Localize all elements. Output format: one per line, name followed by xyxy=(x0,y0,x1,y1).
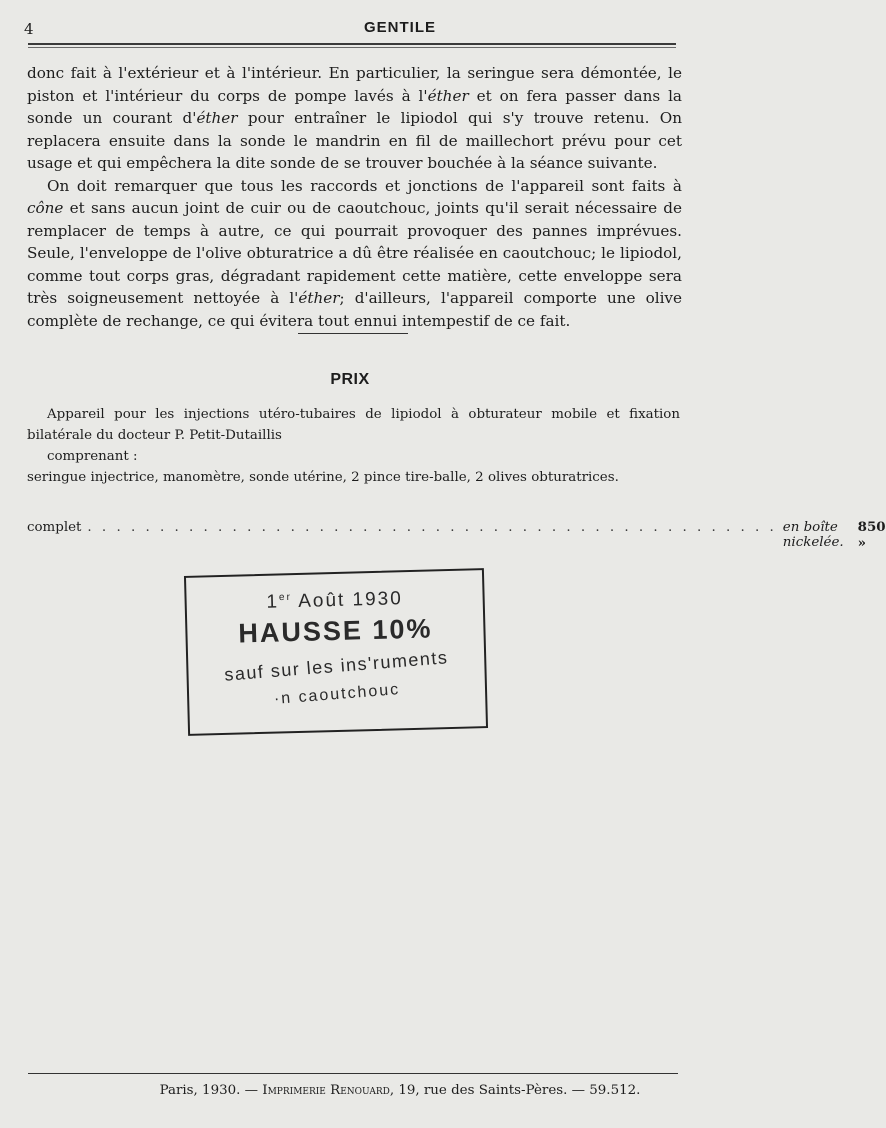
italic-term: éther xyxy=(196,109,238,127)
dot-leaders: . . . . . . . . . . . . . . . . . . . . . . . . . . . . . . . . . . . . . . . . . . . . . . . . xyxy=(87,520,777,535)
paragraph-joints xyxy=(27,175,682,333)
text-run: On doit remarquer que tous les raccords et jonctions de l'appareil sont faits à xyxy=(47,176,682,195)
body-text xyxy=(27,62,682,332)
product-components: seringue injectrice, manomètre, sonde utérine, 2 pince tire-balle, 2 olives obturatrices. xyxy=(27,470,619,485)
printer-name: Imprimerie Renouard xyxy=(262,1083,390,1098)
paragraph-cleaning xyxy=(27,62,682,175)
italic-term: éther xyxy=(298,289,340,307)
product-description: Appareil pour les injections utéro-tubaires de lipiodol à obturateur mobile et fixation bilatérale du docteur P. Petit-Dutaillis xyxy=(27,407,680,443)
price-finish: en boîte nickelée. xyxy=(782,520,844,550)
text-run: pour entraîner le lipiodol qui s'y trouve retenu. On replacera ensuite dans la sonde le mandrin en fil de maillechort prévu pour cet usage et qui empêchera la dite sonde de se trouver bouchée à la séance suivante. xyxy=(27,109,682,172)
stamp-exception-line: sauf sur les ins'ruments xyxy=(223,647,450,685)
header-rule-thin xyxy=(28,47,676,48)
section-title-prix: PRIX xyxy=(330,371,370,388)
italic-term: éther xyxy=(427,86,469,105)
header-rule xyxy=(28,43,676,45)
price-label: complet xyxy=(27,520,82,535)
price-increase-stamp xyxy=(184,568,488,736)
text-run: ; d'ailleurs, l'appareil comporte une olive complète de rechange, ce qui évitera tout ennui intempestif de ce fait. xyxy=(27,289,682,330)
text-run: et sans aucun joint de cuir ou de caoutchouc, joints qu'il serait nécessaire de remplacer de temps à autre, ce qui pourrait provoquer des pannes imprévues. Seule, l'enveloppe de l'olive obturatrice a dû être réalisée en caoutchouc; le lipiodol, comme tout corps gras, dégradant rapidement cette matière, cette enveloppe sera très soigneusement nettoyée à l' xyxy=(27,199,682,307)
section-divider xyxy=(298,333,408,334)
running-head: GENTILE xyxy=(363,19,436,36)
stamp-date: 1er Août 1930 xyxy=(266,588,404,613)
price-entry xyxy=(27,404,680,488)
stamp-headline: HAUSSE 10% xyxy=(238,613,433,649)
price-amount: 850 » xyxy=(857,519,886,551)
imprint-footer: Paris, 1930. — Imprimerie Renouard, 19, rue des Saints-Pères. — 59.512. xyxy=(159,1083,641,1098)
text-run: et on fera passer dans la sonde un courant d' xyxy=(27,86,682,127)
stamp-exception-line-2: ·n caoutchouc xyxy=(273,681,401,708)
comprenant-label: comprenant : xyxy=(47,449,138,464)
price-line xyxy=(27,519,886,551)
text-run: donc fait à l'extérieur et à l'intérieur. En particulier, la seringue sera démontée, le piston et l'intérieur du corps de pompe lavés à l' xyxy=(27,64,682,105)
italic-term: cône xyxy=(27,199,64,217)
page-number: 4 xyxy=(24,20,34,38)
footer-rule xyxy=(28,1073,678,1074)
